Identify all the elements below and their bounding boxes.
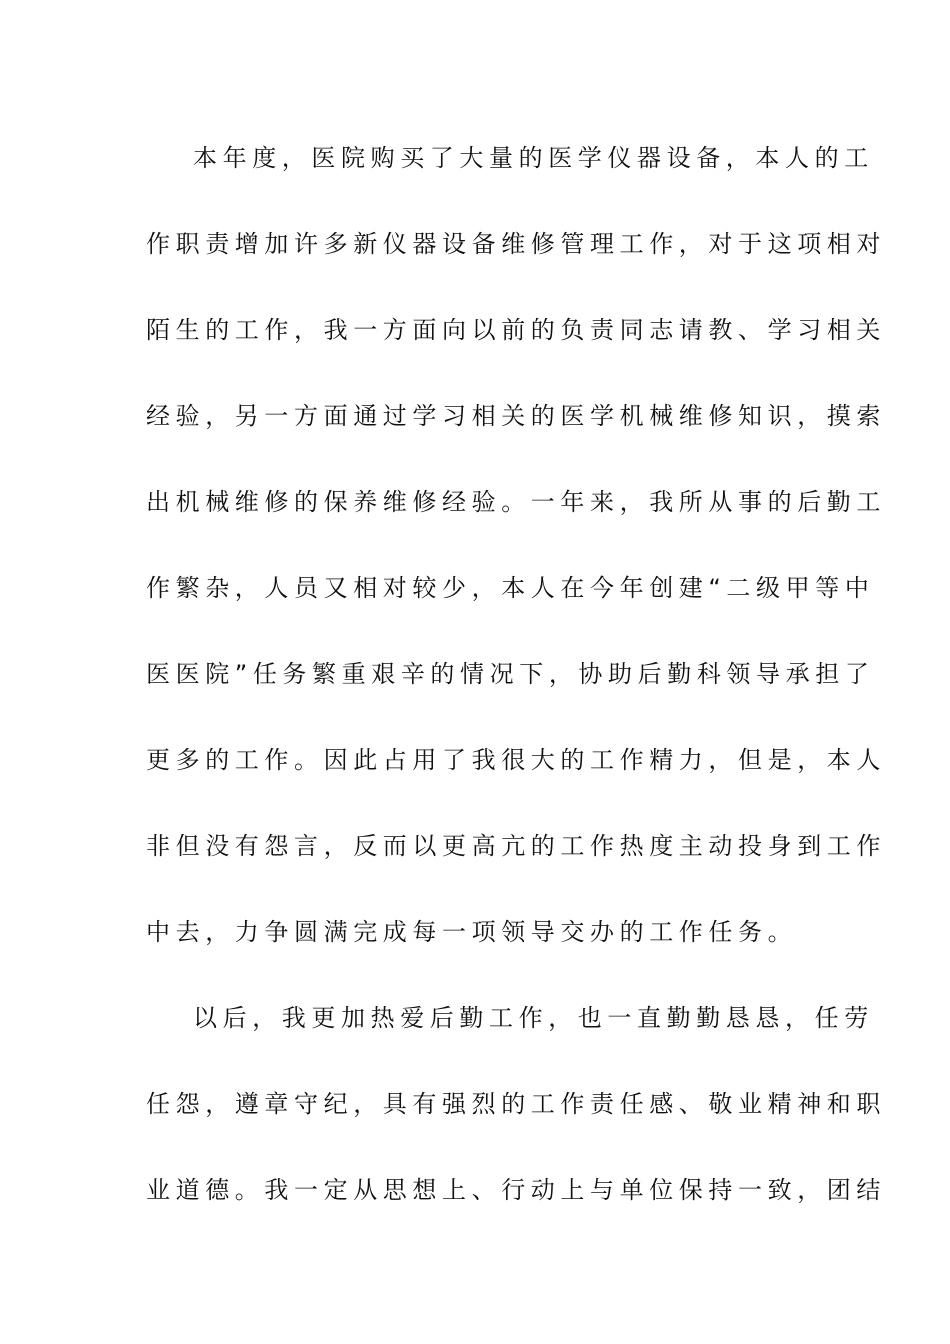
paragraph-1-line-1: 本年度，医院购买了大量的医学仪器设备，本人的工: [193, 144, 874, 172]
paragraph-2-line-3: 业道德。我一定从思想上、行动上与单位保持一致，团结: [146, 1176, 886, 1204]
paragraph-1-line-10: 中去，力争圆满完成每一项领导交办的工作任务。: [146, 918, 798, 946]
paragraph-1-line-3: 陌生的工作，我一方面向以前的负责同志请教、学习相关: [146, 316, 886, 344]
paragraph-1-line-8: 更多的工作。因此占用了我很大的工作精力，但是，本人: [146, 746, 886, 774]
paragraph-1-line-7: 医医院”任务繁重艰辛的情况下，协助后勤科领导承担了: [146, 660, 875, 688]
paragraph-1-line-9: 非但没有怨言，反而以更高亢的工作热度主动投身到工作: [146, 832, 886, 860]
paragraph-2-line-2: 任怨，遵章守纪，具有强烈的工作责任感、敬业精神和职: [146, 1090, 886, 1118]
paragraph-1-line-4: 经验，另一方面通过学习相关的医学机械维修知识，摸索: [146, 402, 886, 430]
paragraph-1-line-6: 作繁杂，人员又相对较少，本人在今年创建“二级甲等中: [146, 574, 875, 602]
paragraph-1-line-2: 作职责增加许多新仪器设备维修管理工作，对于这项相对: [146, 230, 886, 258]
paragraph-1-line-5: 出机械维修的保养维修经验。一年来，我所从事的后勤工: [146, 488, 886, 516]
paragraph-2-line-1: 以后，我更加热爱后勤工作，也一直勤勤恳恳，任劳: [193, 1004, 874, 1032]
